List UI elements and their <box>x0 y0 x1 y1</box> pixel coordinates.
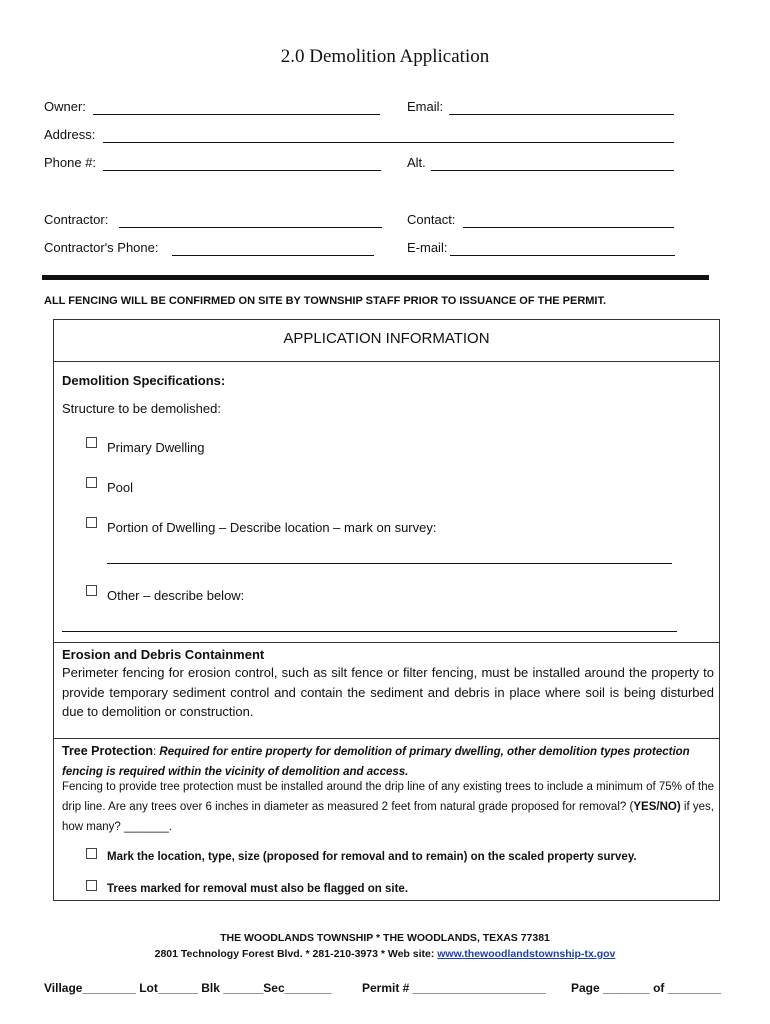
email-label: Email: <box>407 99 444 114</box>
email2-label: E-mail: <box>407 240 448 255</box>
owner-field[interactable] <box>93 100 380 115</box>
tree-colon: : <box>153 746 160 758</box>
phone-label: Phone #: <box>44 155 97 170</box>
email-field[interactable] <box>449 100 674 115</box>
village-lot-blk-sec: Village________ Lot______ Blk ______Sec_______ <box>44 981 332 995</box>
website-link[interactable]: www.thewoodlandstownship-tx.gov <box>437 948 616 960</box>
other-description-field[interactable] <box>62 617 677 632</box>
pool-checkbox[interactable] <box>86 477 97 488</box>
owner-label: Owner: <box>44 99 86 114</box>
contact-field[interactable] <box>463 213 674 228</box>
tree-protection-section <box>62 741 714 782</box>
yes-no: YES/NO) <box>633 801 681 813</box>
permit-number: Permit # ____________________ <box>362 981 547 995</box>
tree-text: Fencing to provide tree protection must be installed around the drip line of any existing trees to include a minimum of 75% of the drip line. Are any trees over 6 inches in diameter as measured 2 feet from natural grade proposed for removal? ( <box>62 781 714 813</box>
flagged-label: Trees marked for removal must also be flagged on site. <box>107 883 409 895</box>
contractor-email-field[interactable] <box>450 241 675 256</box>
structure-label: Structure to be demolished: <box>62 401 221 416</box>
other-label: Other – describe below: <box>107 588 245 603</box>
erosion-text: Perimeter fencing for erosion control, such as silt fence or filter fencing, must be installed around the property to provide temporary sediment control and contain the sediment and debris in place where soil is being disturbed due to demolition or construction. <box>62 665 714 719</box>
other-checkbox[interactable] <box>86 585 97 596</box>
address-field[interactable] <box>103 128 674 143</box>
footer-address-line: THE WOODLANDS TOWNSHIP * THE WOODLANDS, TEXAS 77381 <box>220 932 550 944</box>
footer-contact-line <box>0 948 770 960</box>
contact-label: Contact: <box>407 212 456 227</box>
page-title: 2.0 Demolition Application <box>280 46 490 67</box>
portion-dwelling-checkbox[interactable] <box>86 517 97 528</box>
flagged-checkbox[interactable] <box>86 880 97 891</box>
tree-fencing-text <box>62 777 714 837</box>
contractor-label: Contractor: <box>44 212 109 227</box>
phone-field[interactable] <box>103 156 381 171</box>
portion-dwelling-label: Portion of Dwelling – Describe location – mark on survey: <box>107 520 437 535</box>
erosion-divider <box>54 642 719 643</box>
contractor-field[interactable] <box>119 213 382 228</box>
address-label: Address: <box>44 127 96 142</box>
pool-label: Pool <box>107 480 134 495</box>
portion-location-field[interactable] <box>107 549 672 564</box>
section-divider <box>42 275 709 280</box>
alt-label: Alt. <box>407 155 426 170</box>
mark-location-label: Mark the location, type, size (proposed for removal and to remain) on the scaled property survey. <box>107 851 637 863</box>
application-info-header: APPLICATION INFORMATION <box>283 330 490 347</box>
mark-location-checkbox[interactable] <box>86 848 97 859</box>
footer-contact-text: 2801 Technology Forest Blvd. * 281-210-3973 * Web site: <box>154 948 438 960</box>
contractor-phone-label: Contractor's Phone: <box>44 240 159 255</box>
tree-divider <box>54 738 719 739</box>
tree-required-text: Required for entire property for demolition of primary dwelling, other demolition types protection fencing is required within the vicinity of demolition and access. <box>62 746 690 778</box>
tree-heading: Tree Protection <box>62 744 153 758</box>
page-number: Page _______ of ________ <box>571 981 722 995</box>
primary-dwelling-label: Primary Dwelling <box>107 440 205 455</box>
demolition-heading: Demolition Specifications: <box>62 373 226 388</box>
contractor-phone-field[interactable] <box>172 241 374 256</box>
erosion-heading: Erosion and Debris Containment <box>62 647 265 662</box>
header-divider <box>54 361 719 362</box>
how-many: if yes, how many? _______. <box>62 801 715 833</box>
primary-dwelling-checkbox[interactable] <box>86 437 97 448</box>
alt-phone-field[interactable] <box>431 156 674 171</box>
fencing-notice: ALL FENCING WILL BE CONFIRMED ON SITE BY TOWNSHIP STAFF PRIOR TO ISSUANCE OF THE PERMIT. <box>44 295 607 307</box>
